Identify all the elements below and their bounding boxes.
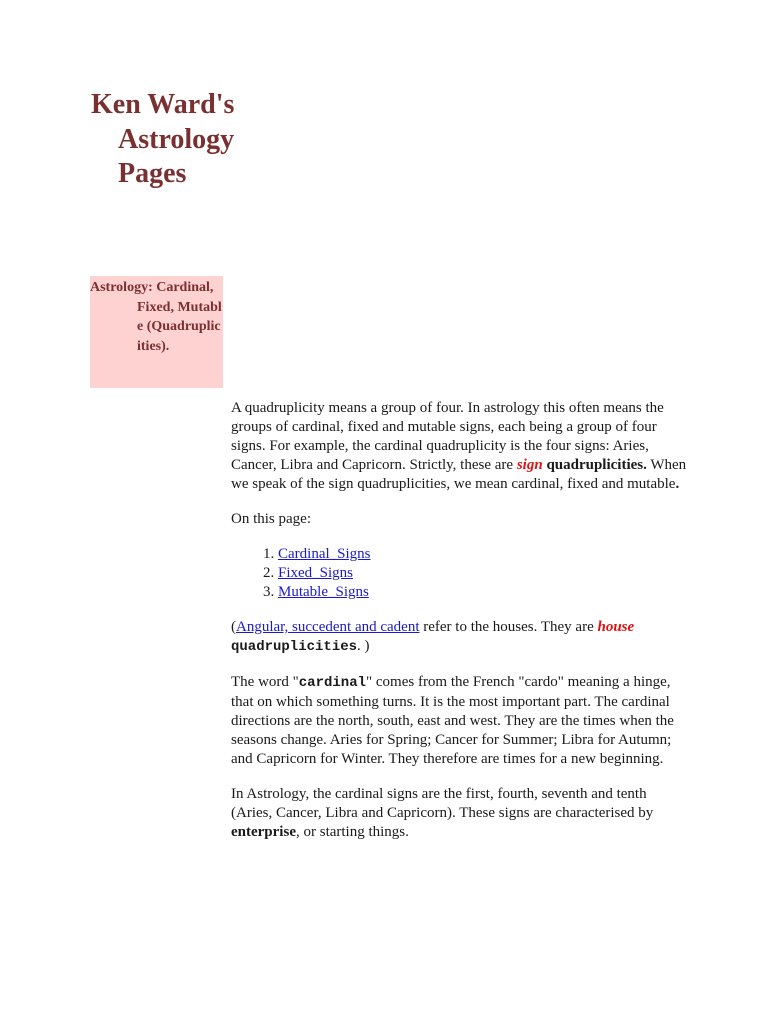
site-title: Ken Ward's Astrology Pages bbox=[91, 89, 235, 189]
cardinal-word-bold: cardinal bbox=[298, 675, 366, 691]
house-quadruplicities-bold: quadruplicities bbox=[231, 639, 358, 655]
intro-paragraph bbox=[231, 399, 689, 494]
house-emphasis: house bbox=[597, 619, 635, 635]
main-content bbox=[231, 399, 689, 858]
sign-emphasis: sign bbox=[516, 457, 543, 473]
cardinal-signs-paragraph bbox=[231, 785, 689, 842]
houses-note-text: refer to the houses. They are bbox=[419, 619, 598, 635]
toc-item bbox=[278, 545, 689, 564]
intro-period: . bbox=[675, 476, 680, 492]
topic-heading-box bbox=[90, 276, 223, 388]
topic-heading: Astrology: Cardinal, Fixed, Mutable (Quadruplicities). bbox=[90, 280, 222, 354]
houses-note-close: . ) bbox=[357, 638, 370, 654]
cardinal-text-2: " comes from the French "cardo" meaning a hinge, that on which something turns. It is the most important part. The cardinal directions are the north, south, east and west. They are the times when the seasons change. Aries for Spring; Cancer for Summer; Libra for Autumn; and Capricorn for Winter. They therefore are times for a new beginning. bbox=[231, 674, 674, 767]
intro-text-2: When we speak of the sign quadruplicities, we mean cardinal, fixed and mutable bbox=[231, 457, 687, 492]
astrology-text-2: , or starting things. bbox=[295, 824, 409, 840]
toc-item bbox=[278, 564, 689, 583]
on-this-page-label: On this page: bbox=[231, 511, 311, 527]
toc-link-fixed-signs[interactable]: Fixed_Signs bbox=[278, 565, 354, 581]
enterprise-bold: enterprise bbox=[231, 824, 296, 840]
houses-open-paren: ( bbox=[231, 619, 236, 635]
toc-link-mutable-signs[interactable]: Mutable_Signs bbox=[278, 584, 369, 600]
cardinal-text-1: The word " bbox=[231, 674, 299, 690]
houses-note bbox=[231, 618, 689, 657]
table-of-contents bbox=[231, 545, 689, 602]
cardinal-word-paragraph bbox=[231, 673, 689, 769]
toc-link-cardinal-signs[interactable]: Cardinal_Signs bbox=[278, 546, 371, 562]
astrology-text-1: In Astrology, the cardinal signs are the first, fourth, seventh and tenth (Aries, Cancer, Libra and Capricorn). These signs are characterised by bbox=[231, 786, 654, 821]
toc-item bbox=[278, 583, 689, 602]
angular-succedent-cadent-link[interactable]: Angular, succedent and cadent bbox=[236, 619, 420, 635]
quadruplicities-bold: quadruplicities. bbox=[546, 457, 647, 473]
intro-text-1: A quadruplicity means a group of four. In astrology this often means the groups of cardinal, fixed and mutable signs, each being a group of four signs. For example, the cardinal quadruplicity is the four signs: Aries, Cancer, Libra and Capricorn. Strictly, these are bbox=[231, 400, 664, 473]
